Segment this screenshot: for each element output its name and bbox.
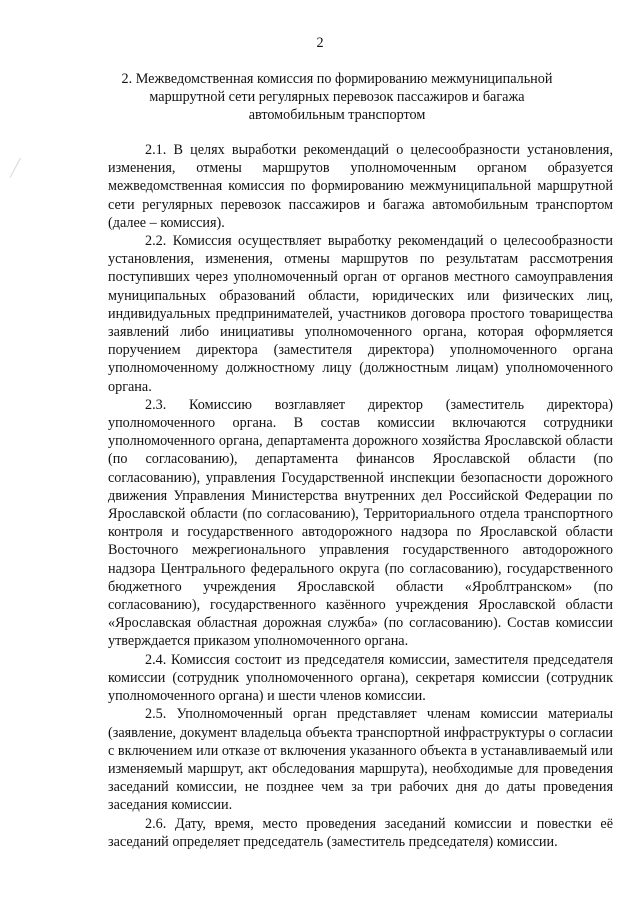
section-heading: 2. Межведомственная комиссия по формированию межмуниципальной маршрутной сети регулярных перевозок пассажиров и багажа автомобильным транспортом (121, 71, 553, 124)
paragraph-2-4: 2.4. Комиссия состоит из председателя комиссии, заместителя председателя комиссии (сотрудник уполномоченного органа), секретаря комиссии (сотрудник уполномоченного органа) и шести членов комиссии. (108, 651, 613, 705)
margin-pencil-mark (10, 158, 34, 184)
paragraph-2-1: 2.1. В целях выработки рекомендаций о целесообразности установления, изменения, отмены маршрутов уполномоченным органом образуется межведомственная комиссия по формированию межмуниципальной маршрутной сети регулярных перевозок пассажиров и багажа автомобильным транспортом (далее – комиссия). (108, 142, 613, 231)
paragraph-2-2: 2.2. Комиссия осуществляет выработку рекомендаций о целесообразности установления, изменения, отмены маршрутов по результатам рассмотрения поступивших через уполномоченный орган от органов местного самоуправления муниципальных образований области, юридических или физических лиц, индивидуальных предпринимателей, участников договора простого товарищества заявлений либо инициативы уполномоченного органа, которая оформляется поручением директора (заместителя директора) уполномоченного органа уполномоченному должностному лицу (должностным лицам) уполномоченного органа. (108, 233, 613, 395)
paragraph-2-5: 2.5. Уполномоченный орган представляет членам комиссии материалы (заявление, документ владельца объекта транспортной инфраструктуры о согласии с включением или отказе от включения указанного объекта в устанавливаемый или изменяемый маршрут, акт обследования маршрута), необходимые для проведения заседаний комиссии, не позднее чем за три рабочих дня до даты проведения заседания комиссии. (108, 706, 613, 814)
page-number: 2 (316, 35, 324, 51)
section-body (108, 141, 613, 851)
paragraph-2-6: 2.6. Дату, время, место проведения заседаний комиссии и повестки её заседаний определяет председатель (заместитель председателя) комиссии. (108, 815, 613, 850)
paragraph-2-3: 2.3. Комиссию возглавляет директор (заместитель директора) уполномоченного органа. В состав комиссии включаются сотрудники уполномоченного органа, департамента дорожного хозяйства Ярославской области (по согласованию), департамента финансов Ярославской области (по согласованию), управления Государственной инспекции безопасности дорожного движения Управления Министерства внутренних дел Российской Федерации по Ярославской области (по согласованию), Территориального отдела транспортного контроля и государственного автодорожного надзора по Ярославской области Восточного межрегионального управления государственного автодорожного надзора Центрального федерального округа (по согласованию), государственного бюджетного учреждения Ярославской области «Яроблтранском» (по согласованию), государственного казённого учреждения Ярославской области «Ярославская областная дорожная служба» (по согласованию). Состав комиссии утверждается приказом уполномоченного органа. (108, 396, 613, 650)
